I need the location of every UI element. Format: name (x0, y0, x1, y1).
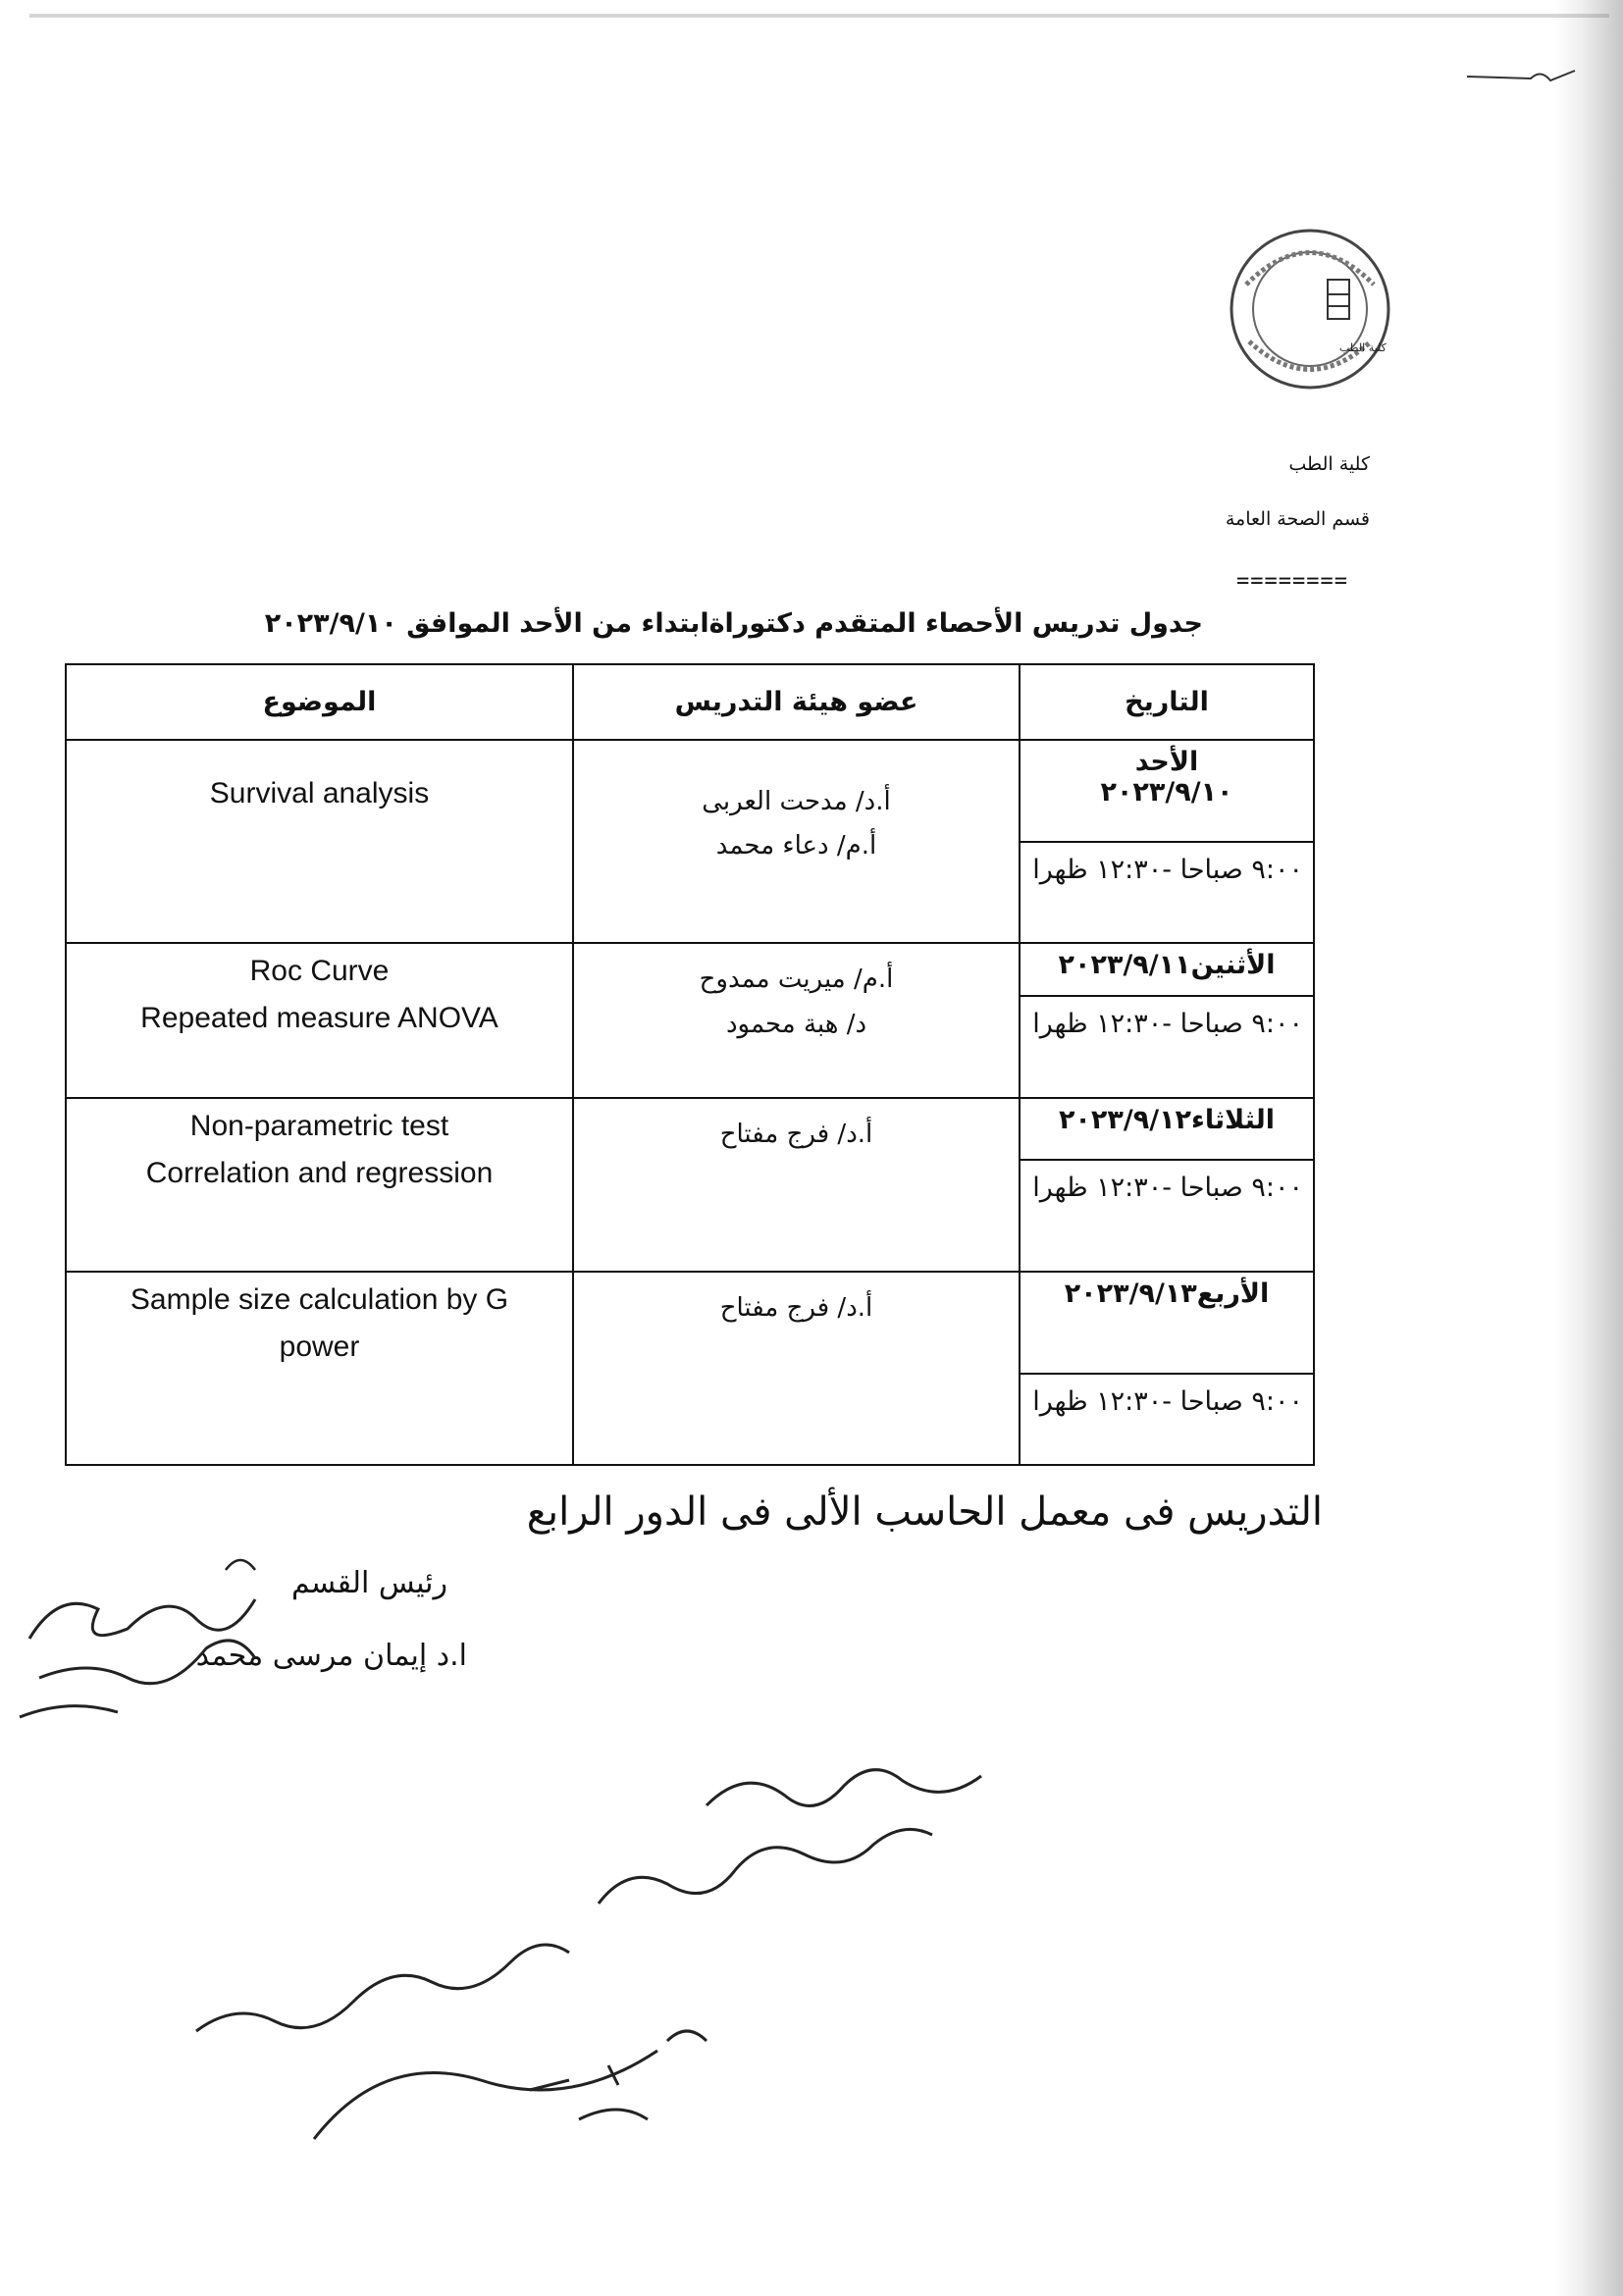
seal-caption: كلية الطب (1339, 341, 1387, 354)
header-staff: عضو هيئة التدريس (573, 664, 1020, 740)
topic-cell (66, 943, 573, 1098)
topic-cell (66, 740, 573, 944)
faculty-name: كلية الطب (1288, 453, 1370, 475)
topic-line: Correlation and regression (145, 1157, 494, 1190)
handwritten-annotation (157, 1727, 1099, 2198)
staff-cell (573, 740, 1020, 944)
scan-right-shadow (1554, 0, 1623, 2296)
topic-line: Non-parametric test (189, 1110, 449, 1143)
time-cell: ٩:٠٠ صباحا -١٢:٣٠ ظهرا (1020, 1160, 1314, 1272)
day-cell (1020, 740, 1314, 842)
schedule-table (65, 663, 1315, 1466)
staff-name: أ.م/ ميريت ممدوح (699, 965, 894, 995)
document-title: جدول تدريس الأحصاء المتقدم دكتوراةابتداء من الأحد الموافق ٢٠٢٣/٩/١٠ (264, 608, 1203, 639)
day-date: ٢٠٢٣/٩/١٠ (1100, 776, 1233, 808)
department-head-title: رئيس القسم (290, 1566, 447, 1600)
table-header-row (66, 664, 1314, 740)
table-row (66, 1272, 1314, 1374)
topic-line: Repeated measure ANOVA (140, 1002, 498, 1035)
scan-top-edge (29, 14, 1609, 18)
time-cell: ٩:٠٠ صباحا -١٢:٣٠ ظهرا (1020, 996, 1314, 1098)
table-row (66, 740, 1314, 842)
topic-cell (66, 1098, 573, 1271)
time-cell: ٩:٠٠ صباحا -١٢:٣٠ ظهرا (1020, 1374, 1314, 1465)
department-name: قسم الصحة العامة (1225, 508, 1370, 530)
day-name: الأحد (1134, 746, 1199, 777)
staff-cell (573, 943, 1020, 1098)
staff-cell (573, 1098, 1020, 1271)
topic-line: power (279, 1330, 360, 1363)
staff-name: أ.د/ فرج مفتاح (719, 1120, 873, 1150)
faculty-seal-logo (1222, 226, 1398, 392)
staff-cell (573, 1272, 1020, 1465)
day-cell: الأربع٢٠٢٣/٩/١٣ (1020, 1272, 1314, 1374)
header-topic: الموضوع (66, 664, 573, 740)
department-head-name: ا.د إيمان مرسى محمد (195, 1639, 467, 1673)
table-row (66, 1098, 1314, 1159)
separator-line: ======== (1236, 569, 1348, 594)
time-cell: ٩:٠٠ صباحا -١٢:٣٠ ظهرا (1020, 842, 1314, 944)
header-date: التاريخ (1020, 664, 1314, 740)
topic-cell (66, 1272, 573, 1465)
staff-name: أ.م/ دعاء محمد (715, 831, 877, 861)
topic-line: Roc Curve (249, 955, 390, 988)
staff-name: أ.د/ مدحت العربى (702, 786, 891, 816)
corner-pen-mark (1462, 59, 1580, 98)
table-row (66, 943, 1314, 996)
topic-line: Survival analysis (209, 776, 430, 809)
topic-line: Sample size calculation by G (130, 1282, 509, 1316)
location-note: التدريس فى معمل الحاسب الألى فى الدور الرابع (526, 1489, 1323, 1535)
staff-name: أ.د/ فرج مفتاح (719, 1292, 873, 1323)
day-cell: الأثنين٢٠٢٣/٩/١١ (1020, 943, 1314, 996)
staff-name: د/ هبة محمود (725, 1009, 867, 1039)
day-cell: الثلاثاء٢٠٢٣/٩/١٢ (1020, 1098, 1314, 1159)
